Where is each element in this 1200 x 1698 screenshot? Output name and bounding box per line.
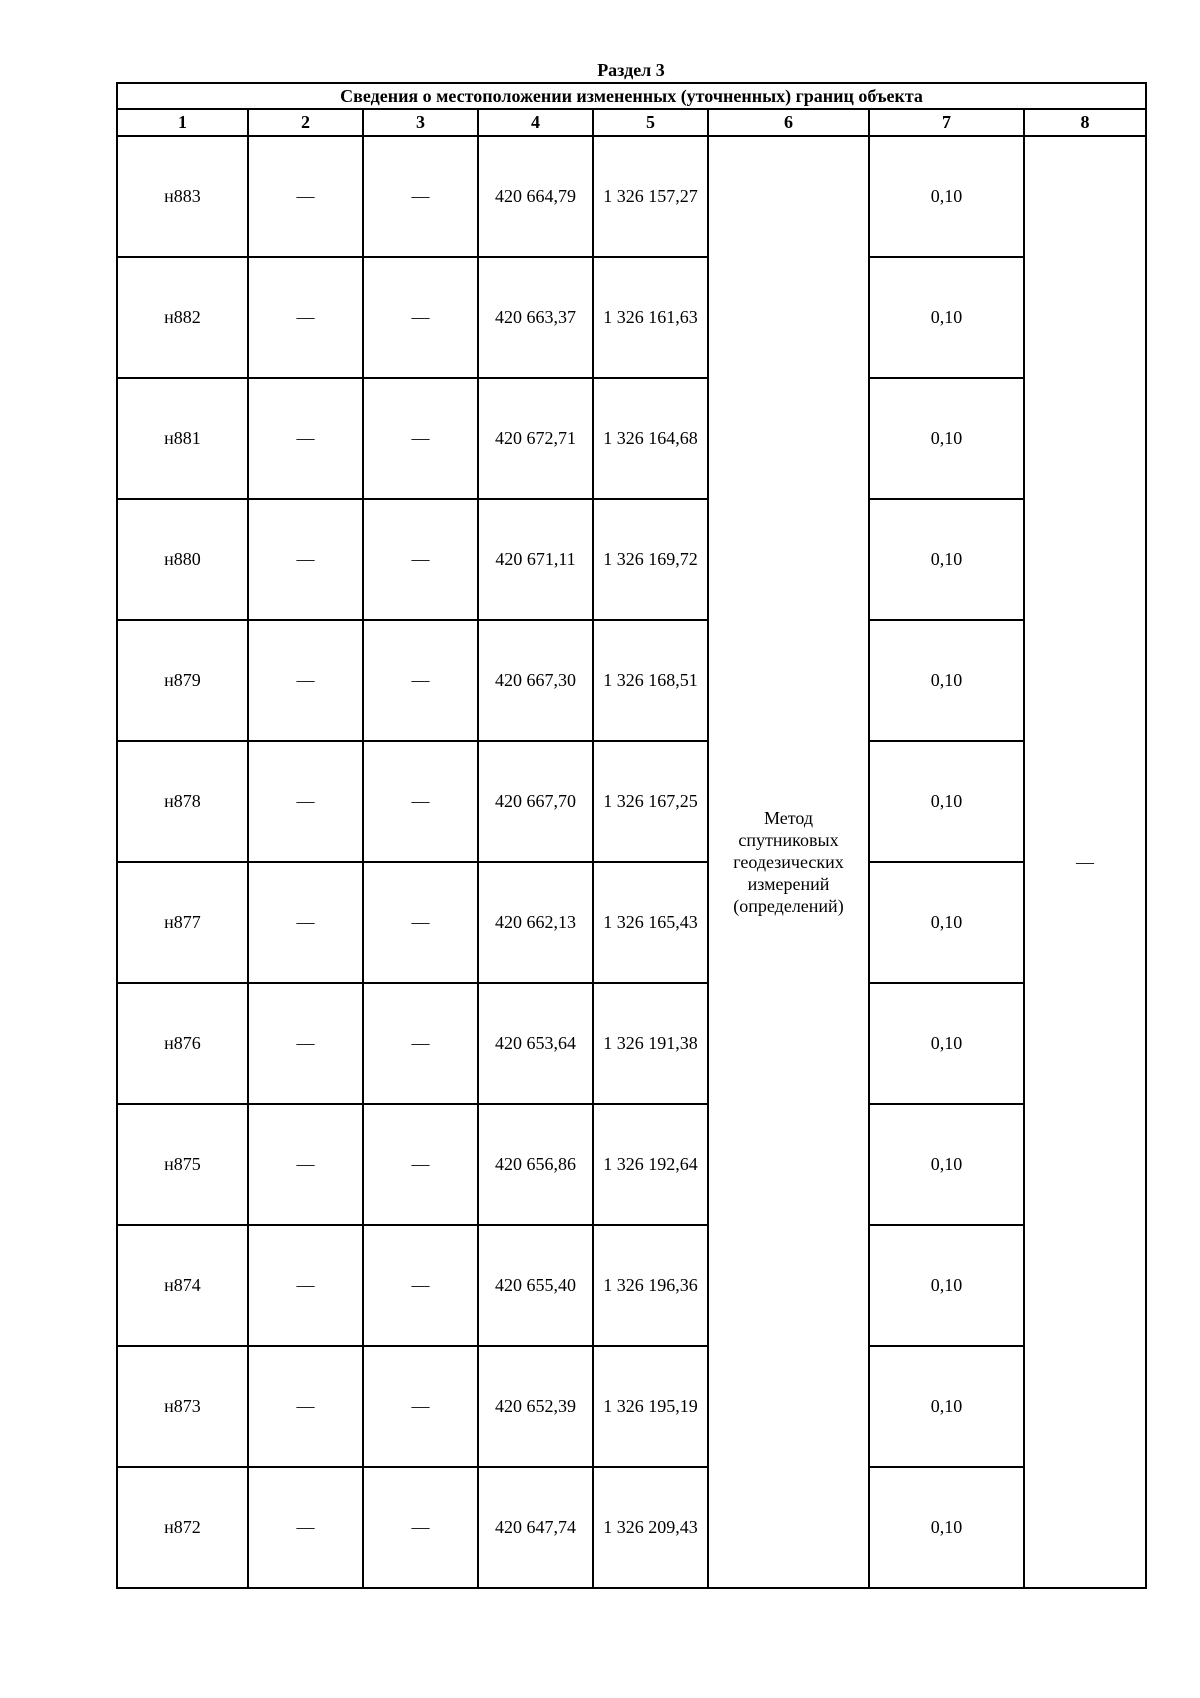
column-8-cell: — — [1024, 136, 1146, 1588]
y-coordinate-cell: 1 326 169,72 — [593, 499, 708, 620]
x-coordinate-cell: 420 647,74 — [478, 1467, 593, 1588]
table-row — [117, 620, 1146, 741]
y-coordinate-cell: 1 326 195,19 — [593, 1346, 708, 1467]
column-number: 6 — [708, 109, 869, 136]
table-row — [117, 862, 1146, 983]
column-3-cell: — — [363, 620, 478, 741]
table-row — [117, 983, 1146, 1104]
accuracy-cell: 0,10 — [869, 741, 1024, 862]
accuracy-cell: 0,10 — [869, 136, 1024, 257]
table-row — [117, 257, 1146, 378]
point-number-cell: н880 — [117, 499, 248, 620]
table-row — [117, 136, 1146, 257]
x-coordinate-cell: 420 653,64 — [478, 983, 593, 1104]
x-coordinate-cell: 420 663,37 — [478, 257, 593, 378]
point-number-cell: н875 — [117, 1104, 248, 1225]
point-number-cell: н883 — [117, 136, 248, 257]
point-number-cell: н877 — [117, 862, 248, 983]
y-coordinate-cell: 1 326 165,43 — [593, 862, 708, 983]
column-2-cell: — — [248, 1346, 363, 1467]
table-row — [117, 1225, 1146, 1346]
column-2-cell: — — [248, 1104, 363, 1225]
accuracy-cell: 0,10 — [869, 1225, 1024, 1346]
column-2-cell: — — [248, 741, 363, 862]
column-number: 3 — [363, 109, 478, 136]
accuracy-cell: 0,10 — [869, 257, 1024, 378]
point-number-cell: н881 — [117, 378, 248, 499]
point-number-cell: н876 — [117, 983, 248, 1104]
accuracy-cell: 0,10 — [869, 862, 1024, 983]
method-line: спутниковых — [738, 830, 839, 850]
table-row — [117, 741, 1146, 862]
y-coordinate-cell: 1 326 167,25 — [593, 741, 708, 862]
column-3-cell: — — [363, 983, 478, 1104]
accuracy-cell: 0,10 — [869, 1346, 1024, 1467]
column-number: 7 — [869, 109, 1024, 136]
y-coordinate-cell: 1 326 191,38 — [593, 983, 708, 1104]
section-title: Раздел 3 — [597, 60, 665, 80]
y-coordinate-cell: 1 326 168,51 — [593, 620, 708, 741]
column-3-cell: — — [363, 862, 478, 983]
column-2-cell: — — [248, 257, 363, 378]
column-3-cell: — — [363, 378, 478, 499]
column-3-cell: — — [363, 499, 478, 620]
x-coordinate-cell: 420 656,86 — [478, 1104, 593, 1225]
method-cell — [708, 136, 869, 1588]
column-2-cell: — — [248, 1467, 363, 1588]
method-line: Метод — [763, 808, 814, 828]
column-number: 2 — [248, 109, 363, 136]
column-3-cell: — — [363, 136, 478, 257]
column-number-row — [117, 109, 1146, 136]
point-number-cell: н878 — [117, 741, 248, 862]
y-coordinate-cell: 1 326 209,43 — [593, 1467, 708, 1588]
point-number-cell: н872 — [117, 1467, 248, 1588]
column-3-cell: — — [363, 1346, 478, 1467]
y-coordinate-cell: 1 326 161,63 — [593, 257, 708, 378]
method-line: (определений) — [733, 896, 844, 916]
method-line: измерений — [747, 874, 830, 894]
method-line: геодезических — [733, 852, 844, 872]
accuracy-cell: 0,10 — [869, 983, 1024, 1104]
table-row — [117, 499, 1146, 620]
x-coordinate-cell: 420 672,71 — [478, 378, 593, 499]
table-row — [117, 1346, 1146, 1467]
table-row — [117, 1467, 1146, 1588]
column-number: 4 — [478, 109, 593, 136]
accuracy-cell: 0,10 — [869, 378, 1024, 499]
column-3-cell: — — [363, 1104, 478, 1225]
boundary-table — [116, 82, 1147, 1589]
point-number-cell: н874 — [117, 1225, 248, 1346]
column-2-cell: — — [248, 862, 363, 983]
column-2-cell: — — [248, 499, 363, 620]
x-coordinate-cell: 420 652,39 — [478, 1346, 593, 1467]
point-number-cell: н882 — [117, 257, 248, 378]
column-2-cell: — — [248, 620, 363, 741]
point-number-cell: н873 — [117, 1346, 248, 1467]
y-coordinate-cell: 1 326 196,36 — [593, 1225, 708, 1346]
column-3-cell: — — [363, 741, 478, 862]
column-3-cell: — — [363, 1225, 478, 1346]
y-coordinate-cell: 1 326 157,27 — [593, 136, 708, 257]
column-3-cell: — — [363, 257, 478, 378]
column-2-cell: — — [248, 136, 363, 257]
column-number: 1 — [117, 109, 248, 136]
y-coordinate-cell: 1 326 192,64 — [593, 1104, 708, 1225]
column-2-cell: — — [248, 378, 363, 499]
accuracy-cell: 0,10 — [869, 620, 1024, 741]
x-coordinate-cell: 420 662,13 — [478, 862, 593, 983]
x-coordinate-cell: 420 667,30 — [478, 620, 593, 741]
table-caption: Сведения о местоположении измененных (уточненных) границ объекта — [117, 83, 1146, 109]
y-coordinate-cell: 1 326 164,68 — [593, 378, 708, 499]
point-number-cell: н879 — [117, 620, 248, 741]
table-row — [117, 378, 1146, 499]
column-3-cell: — — [363, 1467, 478, 1588]
accuracy-cell: 0,10 — [869, 1467, 1024, 1588]
table-row — [117, 1104, 1146, 1225]
x-coordinate-cell: 420 671,11 — [478, 499, 593, 620]
accuracy-cell: 0,10 — [869, 499, 1024, 620]
x-coordinate-cell: 420 655,40 — [478, 1225, 593, 1346]
column-2-cell: — — [248, 1225, 363, 1346]
column-2-cell: — — [248, 983, 363, 1104]
column-number: 5 — [593, 109, 708, 136]
x-coordinate-cell: 420 667,70 — [478, 741, 593, 862]
x-coordinate-cell: 420 664,79 — [478, 136, 593, 257]
column-number: 8 — [1024, 109, 1146, 136]
accuracy-cell: 0,10 — [869, 1104, 1024, 1225]
